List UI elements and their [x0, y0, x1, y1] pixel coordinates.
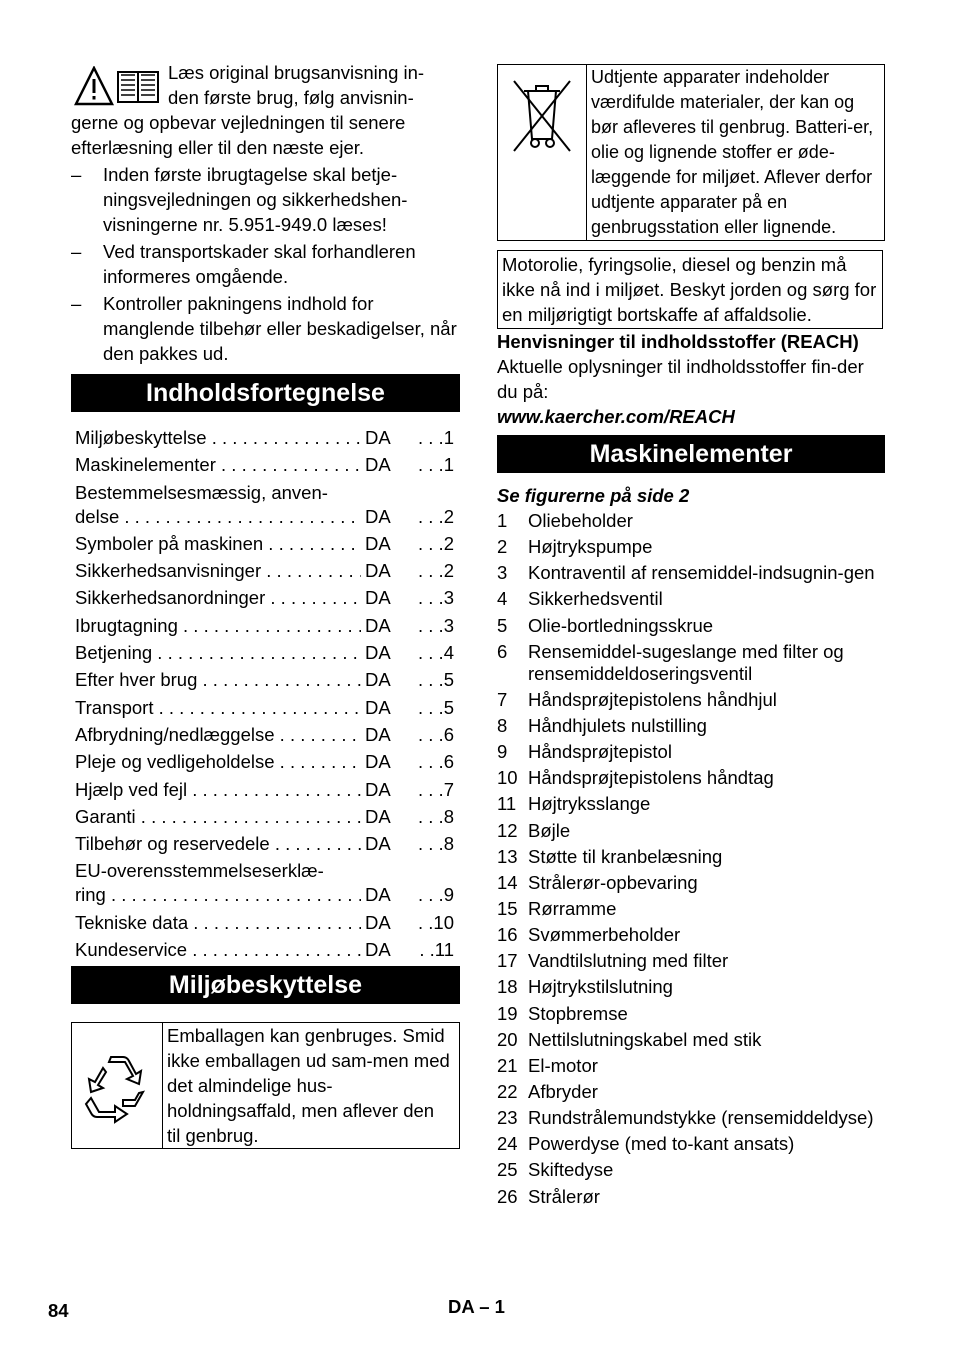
- recycle-box: [71, 1022, 460, 1149]
- toc-row[interactable]: Symboler på maskinen . . . DA . . .2: [75, 532, 454, 556]
- intro-rest: gerne og opbevar vejledningen til senere efterlæsning eller til den næste ejer.: [71, 112, 406, 158]
- list-item: 9 Håndsprøjtepistol: [497, 741, 672, 763]
- reach-link[interactable]: www.kaercher.com/REACH: [497, 406, 735, 427]
- env-heading: Miljøbeskyttelse: [71, 966, 460, 1004]
- intro-section: [71, 60, 460, 160]
- weee-box: [497, 64, 885, 241]
- list-item: 23 Rundstrålemundstykke (rensemiddeldyse): [497, 1107, 874, 1129]
- list-item: 18 Højtrykstilslutning: [497, 976, 673, 998]
- list-item: 20 Nettilslutningskabel med stik: [497, 1028, 762, 1050]
- warning-manual-icon: [74, 66, 162, 106]
- section-page-label: DA – 1: [448, 1296, 505, 1317]
- toc-heading: Indholdsfortegnelse: [71, 374, 460, 412]
- list-item: 8 Håndhjulets nulstilling: [497, 714, 707, 736]
- list-item: 13 Støtte til kranbelæsning: [497, 845, 723, 867]
- right-column: [497, 64, 885, 1212]
- list-item: 2 Højtrykspumpe: [497, 536, 653, 558]
- page-number: 84: [48, 1300, 69, 1321]
- elements-list: [497, 510, 885, 1208]
- see-figures-ref: Se figurerne på side 2: [497, 485, 690, 506]
- list-item: 1 Oliebeholder: [497, 510, 633, 531]
- reach-heading: Henvisninger til indholdsstoffer (REACH): [497, 331, 859, 352]
- elements-heading: Maskinelementer: [497, 435, 885, 473]
- oil-warning-box: Motorolie, fyringsolie, diesel og benzin må ikke nå ind i miljøet. Beskyt jorden og sørg for en miljørigtigt bortskaffe af affaldsolie.: [497, 250, 883, 329]
- weee-text: Udtjente apparater indeholder værdifulde materialer, der kan og bør afleveres til genbrug. Batteri-er, olie og lignende stoffer er øde-læggende for miljøet. Aflever derfor udtjente apparater på en genbrugsstation eller lignende.: [591, 67, 874, 237]
- toc-row[interactable]: Hjælp ved fejl . . . DA . . .7: [75, 778, 454, 802]
- recycle-icon: [79, 1048, 155, 1124]
- intro-bullet-list: [71, 162, 460, 366]
- list-item: 6 Rensemiddel-sugeslange med filter og rensemiddeldoseringsventil: [497, 640, 844, 684]
- list-item: 7 Håndsprøjtepistolens håndhjul: [497, 688, 777, 710]
- toc-row[interactable]: Garanti . . . DA . . .8: [75, 805, 454, 829]
- toc-row[interactable]: Transport . . . DA . . .5: [75, 696, 454, 720]
- list-item: 10 Håndsprøjtepistolens håndtag: [497, 767, 774, 789]
- list-item: 3 Kontraventil af rensemiddel-indsugnin-gen: [497, 562, 875, 584]
- list-item: 21 El-motor: [497, 1054, 598, 1076]
- toc-row[interactable]: Bestemmelsesmæssig, anven- delse . . . DA . . .2: [75, 481, 454, 529]
- toc-row[interactable]: EU-overensstemmelseserklæ- ring . . . DA . . .9: [75, 859, 454, 907]
- table-of-contents: [75, 426, 454, 962]
- intro-lead-line2: den første brug, følg anvisnin-: [168, 87, 414, 108]
- toc-row[interactable]: Miljøbeskyttelse . . . DA . . .1: [75, 426, 454, 450]
- weee-icon-cell: [498, 65, 587, 240]
- recycle-text: Emballagen kan genbruges. Smid ikke emballagen ud sam-men med det almindelige hus-holdningsaffald, men aflever den til genbrug.: [167, 1025, 450, 1147]
- reach-text: Aktuelle oplysninger til indholdsstoffer fin-der du på:: [497, 356, 864, 402]
- toc-row[interactable]: Maskinelementer . . . DA . . .1: [75, 453, 454, 477]
- toc-row[interactable]: Sikkerhedsanordninger . . . DA . . .3: [75, 586, 454, 610]
- list-item: 19 Stopbremse: [497, 1002, 628, 1024]
- list-item: 12 Bøjle: [497, 819, 571, 841]
- list-item: 5 Olie-bortledningsskrue: [497, 614, 714, 636]
- toc-row[interactable]: Ibrugtagning . . . DA . . .3: [75, 614, 454, 638]
- list-item: 4 Sikkerhedsventil: [497, 588, 663, 610]
- crossed-bin-icon: [510, 77, 574, 155]
- list-item: 26 Strålerør: [497, 1185, 600, 1207]
- list-item: 24 Powerdyse (med to-kant ansats): [497, 1133, 795, 1155]
- list-item: 11 Højtryksslange: [497, 793, 651, 815]
- bullet-item: – Kontroller pakningens indhold for manglende tilbehør eller beskadigelser, når den pakkes ud.: [71, 291, 460, 366]
- toc-row[interactable]: Betjening . . . DA . . .4: [75, 641, 454, 665]
- toc-row[interactable]: Pleje og vedligeholdelse . . . DA . . .6: [75, 750, 454, 774]
- toc-row[interactable]: Sikkerhedsanvisninger . . . DA . . .2: [75, 559, 454, 583]
- bullet-item: – Ved transportskader skal forhandleren informeres omgående.: [71, 239, 460, 289]
- intro-lead-line1: Læs original brugsanvisning in-: [168, 62, 425, 83]
- toc-row[interactable]: Afbrydning/nedlæggelse . . . DA . . .6: [75, 723, 454, 747]
- list-item: 15 Rørramme: [497, 897, 617, 919]
- toc-row[interactable]: Efter hver brug . . . DA . . .5: [75, 668, 454, 692]
- toc-row[interactable]: Kundeservice . . . DA . .11: [75, 938, 454, 962]
- list-item: 25 Skiftedyse: [497, 1159, 614, 1181]
- bullet-item: – Inden første ibrugtagelse skal betje-ningsvejledningen og sikkerhedshen-visningerne nr. 5.951-949.0 læses!: [71, 162, 460, 237]
- list-item: 14 Strålerør-opbevaring: [497, 871, 698, 893]
- list-item: 17 Vandtilslutning med filter: [497, 950, 729, 972]
- list-item: 16 Svømmerbeholder: [497, 924, 681, 946]
- left-column: [71, 60, 460, 1149]
- toc-row[interactable]: Tilbehør og reservedele . . . DA . . .8: [75, 832, 454, 856]
- list-item: 22 Afbryder: [497, 1080, 598, 1102]
- recycle-icon-cell: [72, 1023, 163, 1148]
- toc-row[interactable]: Tekniske data . . . DA . .10: [75, 911, 454, 935]
